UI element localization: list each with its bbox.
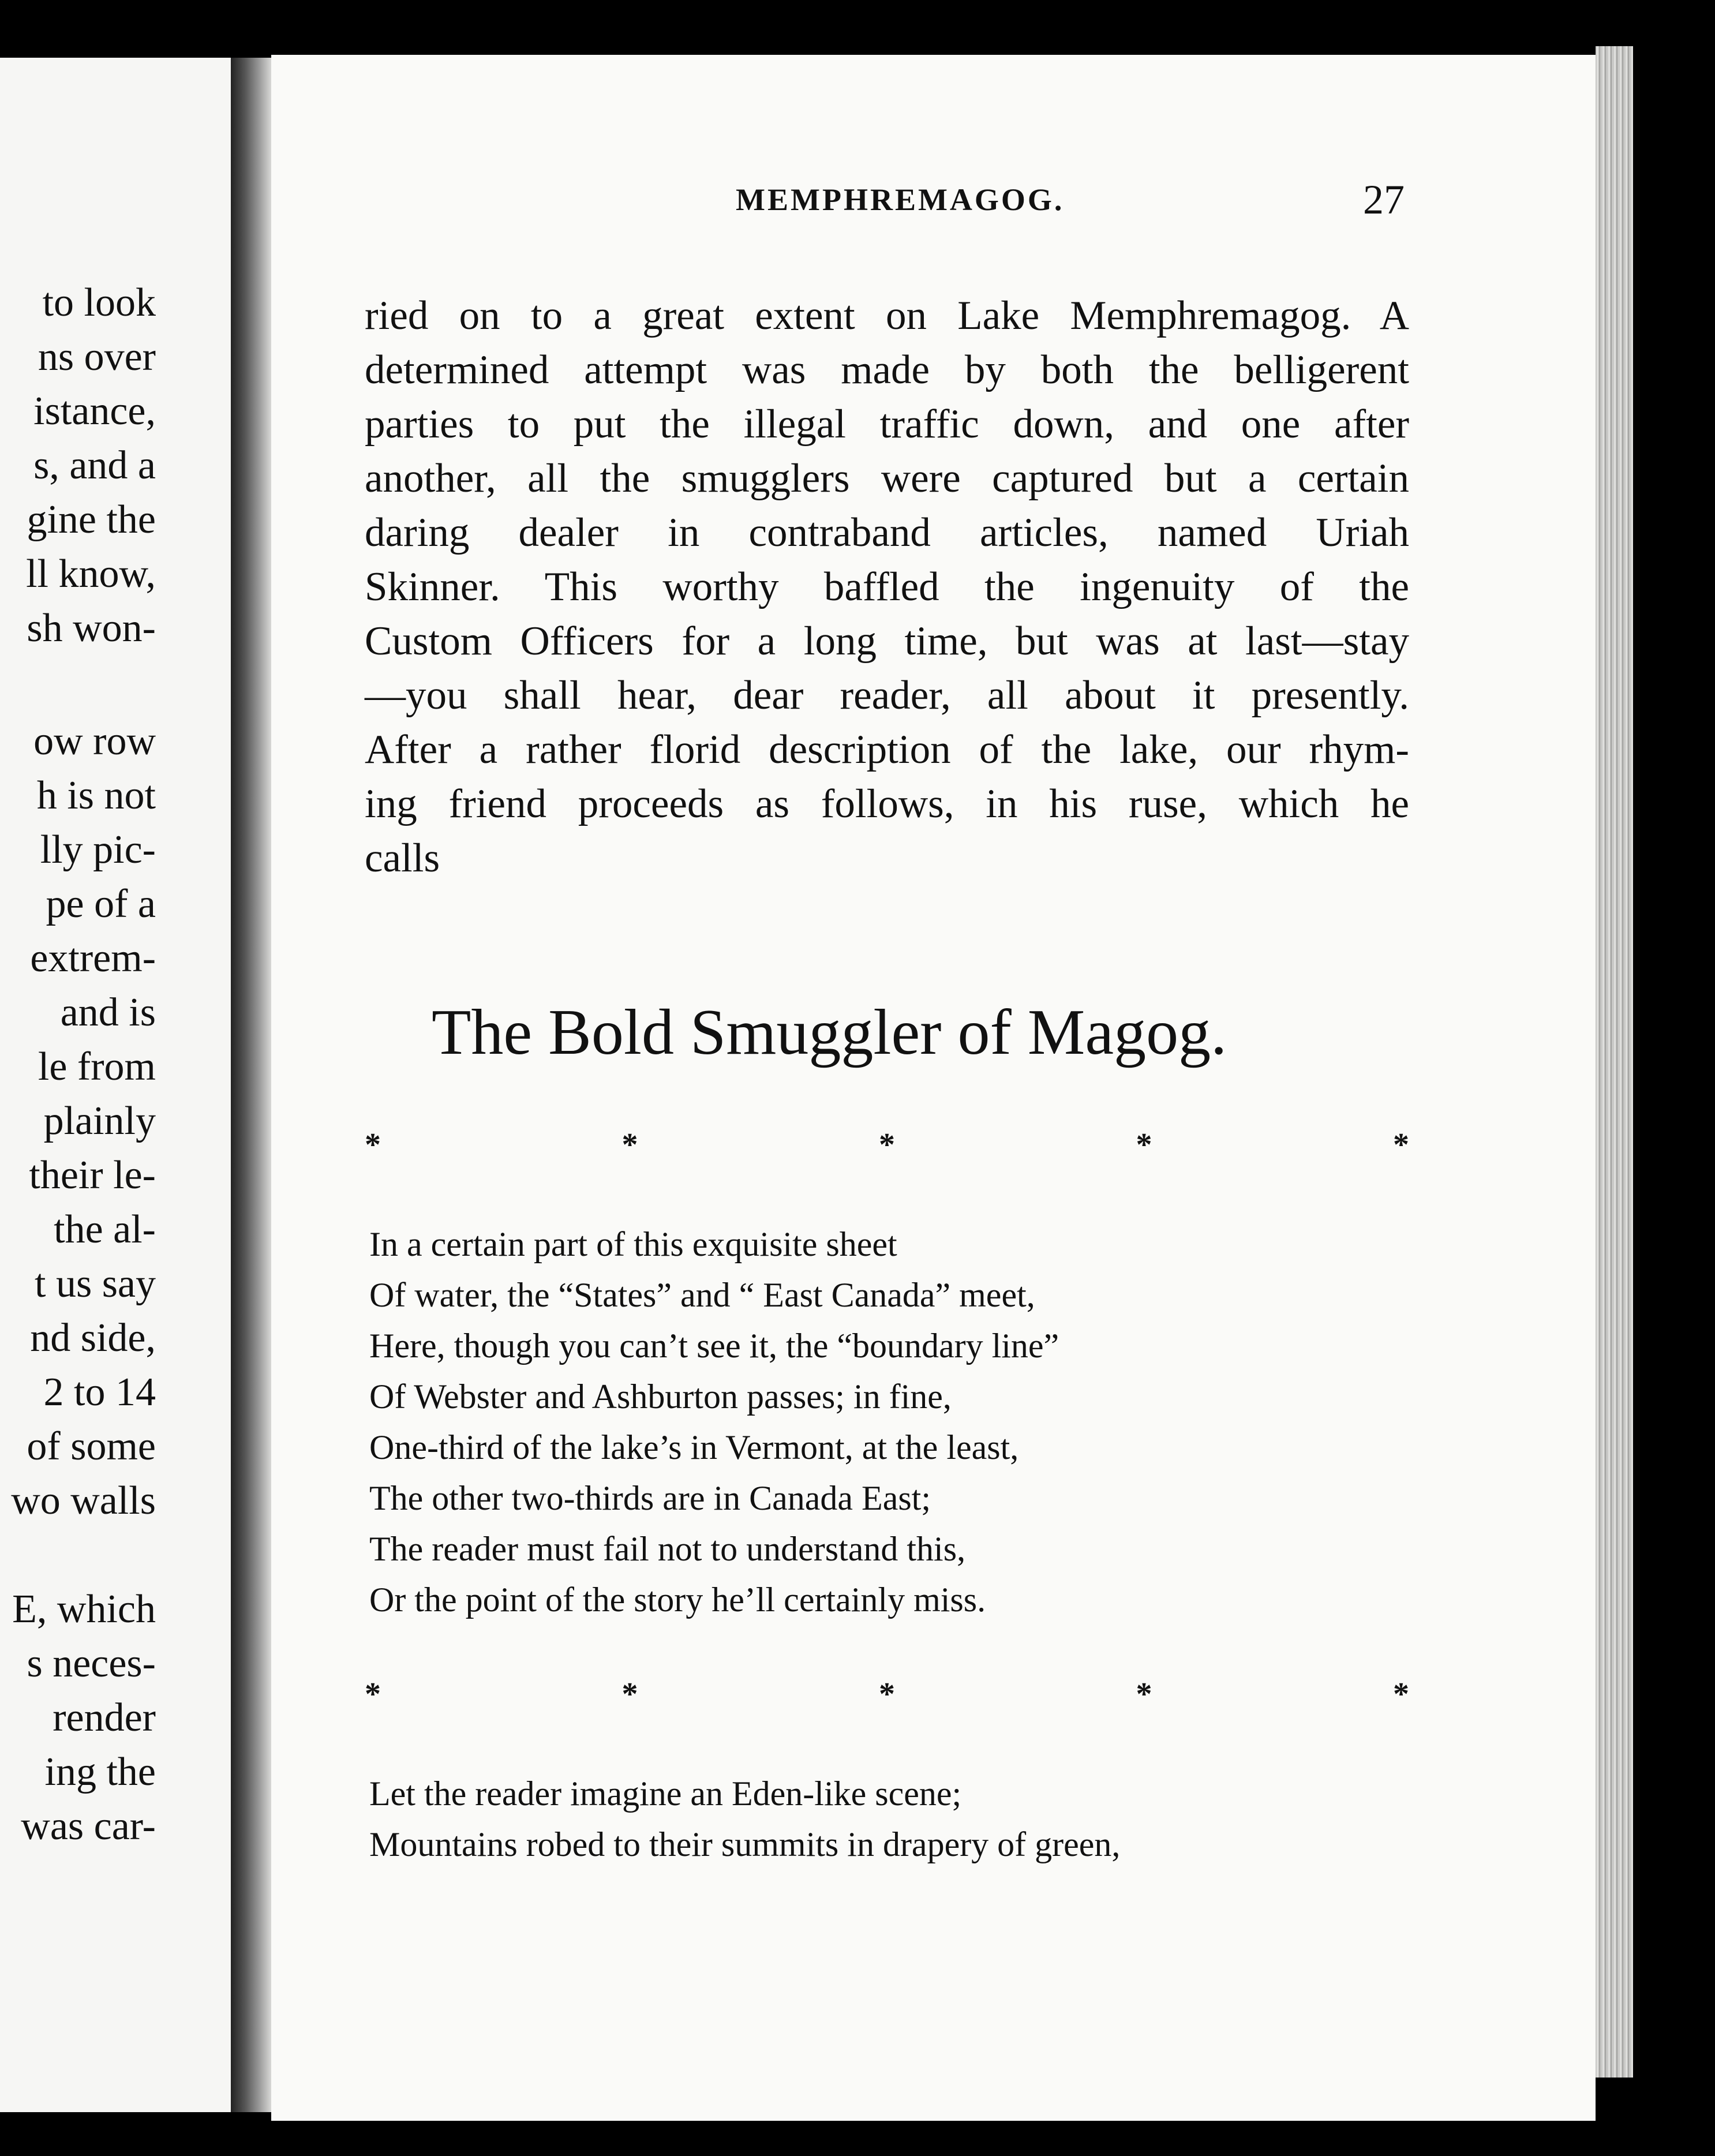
separator-asterisk: * xyxy=(621,1127,638,1163)
facing-page-line: wo walls xyxy=(11,1478,156,1523)
facing-page-line: of some xyxy=(27,1424,156,1469)
facing-page-line: h is not xyxy=(36,773,156,818)
facing-page-line: render xyxy=(53,1695,156,1740)
section-separator xyxy=(365,1126,1409,1163)
facing-page-line: extrem- xyxy=(30,936,156,980)
prose-line: determined attempt was made by both the belligerent xyxy=(365,347,1409,392)
verse-line: Mountains robed to their summits in drapery of green, xyxy=(369,1825,1121,1863)
facing-page-line: gine the xyxy=(27,497,156,542)
verse-line: The reader must fail not to understand this, xyxy=(369,1530,966,1568)
book-gutter xyxy=(231,58,271,2112)
facing-page-line: 2 to 14 xyxy=(43,1370,156,1414)
page-block-edge xyxy=(1596,46,1633,2078)
separator-asterisk: * xyxy=(621,1676,638,1712)
verse-line: Of Webster and Ashburton passes; in fine, xyxy=(369,1378,952,1416)
separator-asterisk: * xyxy=(1136,1127,1152,1163)
separator-asterisk: * xyxy=(365,1676,381,1712)
verse-line: The other two-thirds are in Canada East; xyxy=(369,1479,931,1517)
facing-page-line: istance, xyxy=(33,389,156,433)
running-head: MEMPHREMAGOG. xyxy=(736,182,1065,217)
prose-line: another, all the smugglers were captured but a certain xyxy=(365,456,1409,501)
separator-asterisk: * xyxy=(1393,1127,1409,1163)
facing-page-line: pe of a xyxy=(46,882,156,926)
facing-page-line: plainly xyxy=(43,1099,156,1143)
separator-asterisk: * xyxy=(1393,1676,1409,1712)
facing-page-line: lly pic- xyxy=(40,828,156,872)
verse-line: In a certain part of this exquisite sheet xyxy=(369,1225,897,1263)
verse-line: One-third of the lake’s in Vermont, at the least, xyxy=(369,1428,1019,1466)
facing-page-line: ns over xyxy=(38,335,156,379)
facing-page-line: E, which xyxy=(12,1587,156,1631)
prose-line: daring dealer in contraband articles, named Uriah xyxy=(365,510,1409,555)
prose-line: Custom Officers for a long time, but was at last—stay xyxy=(365,619,1409,664)
facing-page-line: le from xyxy=(38,1045,156,1089)
facing-page-line: ll know, xyxy=(26,552,156,596)
facing-page-line: s, and a xyxy=(33,443,156,488)
facing-page-line: t us say xyxy=(35,1262,156,1306)
verse-line: Or the point of the story he’ll certainly miss. xyxy=(369,1581,986,1619)
facing-page xyxy=(0,58,231,2112)
facing-page-line: and is xyxy=(60,990,156,1035)
facing-page-line: the al- xyxy=(54,1207,156,1252)
prose-line: After a rather florid description of the lake, our rhym- xyxy=(365,727,1409,772)
facing-page-line: ing the xyxy=(44,1750,156,1794)
prose-line: ried on to a great extent on Lake Memphremagog. A xyxy=(365,293,1409,338)
prose-line: —you shall hear, dear reader, all about it presently. xyxy=(365,673,1409,718)
prose-line: calls xyxy=(365,836,440,881)
verse-line: Let the reader imagine an Eden-like scene; xyxy=(369,1775,962,1813)
facing-page-line: nd side, xyxy=(30,1316,156,1360)
facing-page-line: their le- xyxy=(29,1153,156,1197)
verse-line: Of water, the “States” and “ East Canada” meet, xyxy=(369,1276,1035,1314)
facing-page-line: ow row xyxy=(33,719,156,763)
separator-asterisk: * xyxy=(365,1127,381,1163)
section-separator xyxy=(365,1676,1409,1713)
prose-line: Skinner. This worthy baffled the ingenuity of the xyxy=(365,564,1409,609)
facing-page-line: to look xyxy=(42,280,156,325)
separator-asterisk: * xyxy=(1136,1676,1152,1712)
facing-page-line: sh won- xyxy=(27,606,156,650)
prose-line: parties to put the illegal traffic down, and one after xyxy=(365,402,1409,447)
separator-asterisk: * xyxy=(879,1127,895,1163)
facing-page-line: s neces- xyxy=(27,1641,156,1686)
verse-line: Here, though you can’t see it, the “boundary line” xyxy=(369,1327,1059,1365)
poem-title: The Bold Smuggler of Magog. xyxy=(432,997,1227,1068)
separator-asterisk: * xyxy=(879,1676,895,1712)
page-number: 27 xyxy=(1363,177,1405,223)
facing-page-line: was car- xyxy=(21,1804,156,1848)
prose-line: ing friend proceeds as follows, in his ruse, which he xyxy=(365,781,1409,826)
